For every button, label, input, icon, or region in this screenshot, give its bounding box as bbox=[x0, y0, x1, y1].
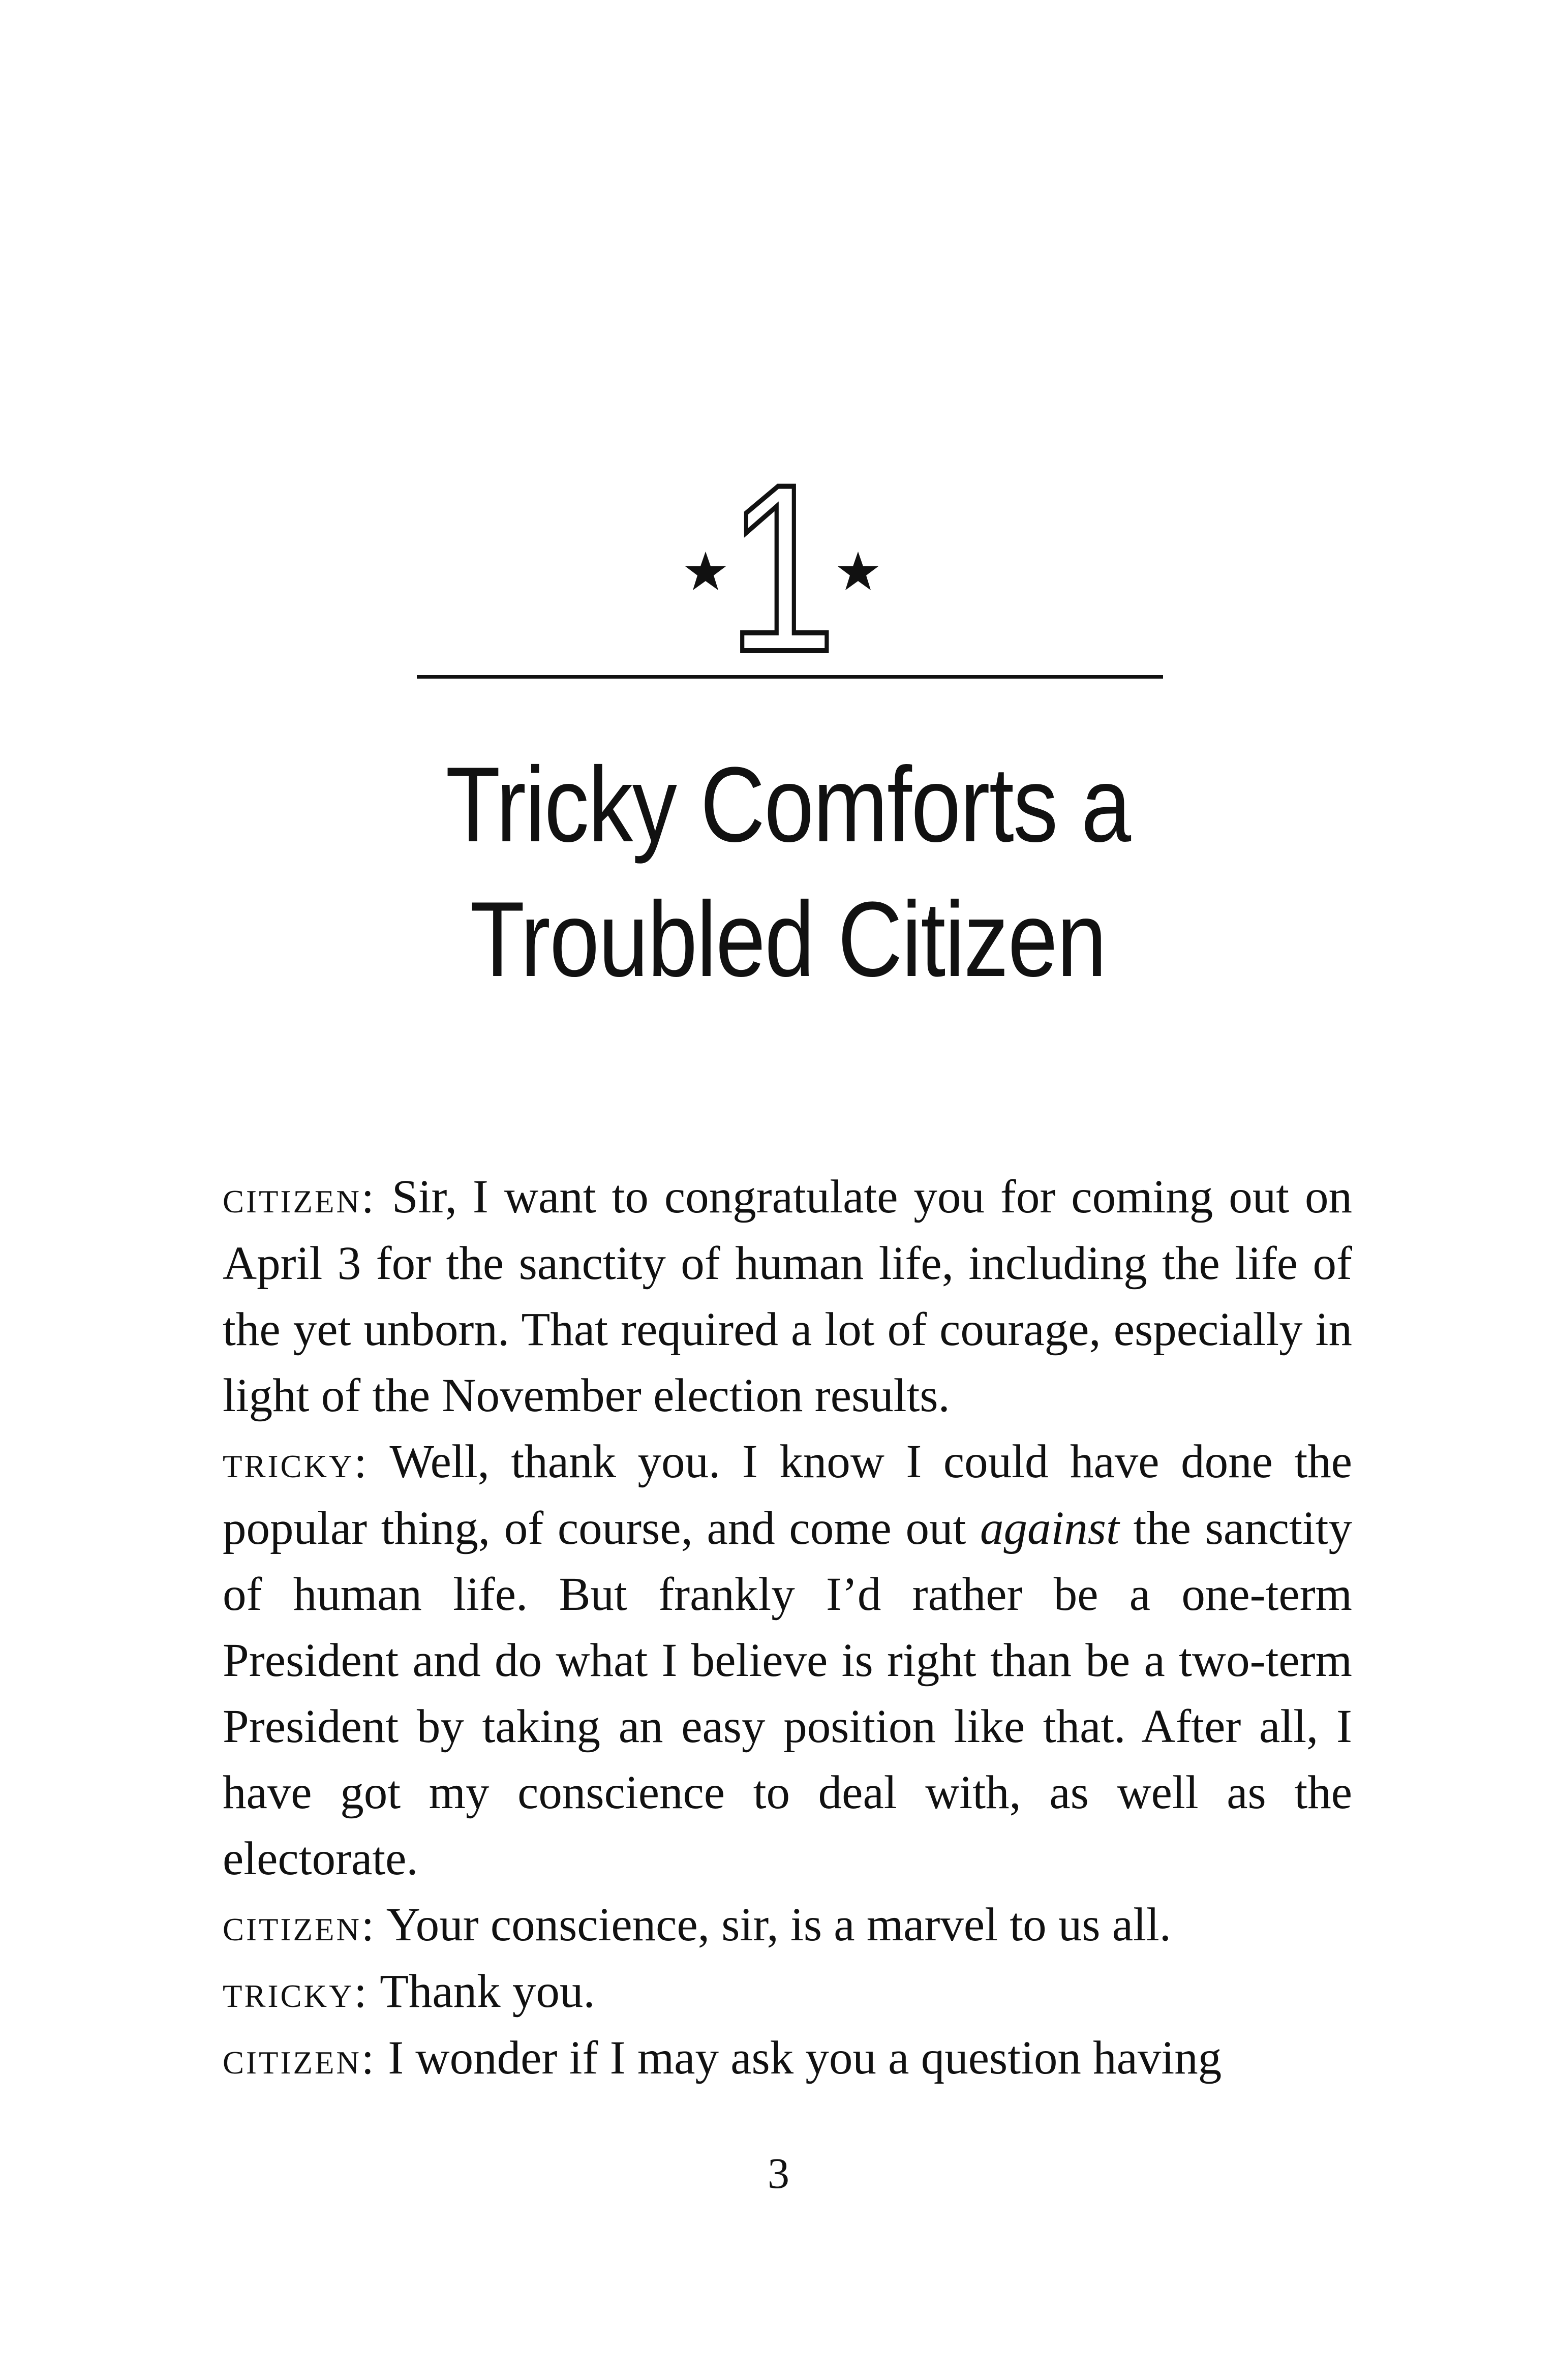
dialogue-text: Your conscience, sir, is a marvel to us all. bbox=[386, 1899, 1172, 1951]
dialogue-text: Sir, I want to congratulate you for coming out on April 3 for the sanctity of human life, including the life of the yet unborn. That required a lot of courage, especially in light of the November election results. bbox=[223, 1171, 1352, 1422]
dialogue-line bbox=[223, 1959, 1352, 2025]
dialogue-line bbox=[223, 1164, 1352, 1429]
dialogue-text: Well, thank you. I know I could have done the popular thing, of course, and come out bbox=[223, 1436, 1352, 1554]
speaker-label: tricky: bbox=[223, 1437, 369, 1487]
speaker-label: citizen: bbox=[223, 1172, 376, 1223]
chapter-number-ornament bbox=[0, 427, 1557, 666]
dialogue-text: Thank you. bbox=[380, 1965, 595, 2018]
dialogue-text: I wonder if I may ask you a question having bbox=[388, 2032, 1222, 2084]
chapter-title bbox=[425, 737, 1151, 1006]
emphasized-word: against bbox=[980, 1502, 1119, 1554]
dialogue-line bbox=[223, 1429, 1352, 1892]
chapter-title-line-1: Tricky Comforts a bbox=[445, 745, 1131, 864]
right-star-icon bbox=[838, 552, 878, 590]
dialogue-body bbox=[223, 1164, 1352, 2092]
chapter-number: 1 bbox=[727, 435, 837, 666]
chapter-title-line-2: Troubled Citizen bbox=[470, 879, 1106, 999]
dialogue-line bbox=[223, 1892, 1352, 1959]
chapter-divider-rule bbox=[417, 675, 1163, 679]
dialogue-text-continued: the sanctity of human life. But frankly I’d rather be a one-term President and do what I believe is right than be a two-term President by taking an easy position like that. After all, I have got my conscience to deal with, as well as the electorate. bbox=[223, 1502, 1352, 1885]
speaker-label: citizen: bbox=[223, 2033, 376, 2084]
chapter-number-graphic bbox=[0, 427, 1557, 666]
speaker-label: citizen: bbox=[223, 1900, 376, 1950]
speaker-label: tricky: bbox=[223, 1967, 369, 2017]
page-number: 3 bbox=[768, 2149, 789, 2198]
dialogue-line bbox=[223, 2025, 1352, 2092]
left-star-icon bbox=[685, 552, 726, 590]
